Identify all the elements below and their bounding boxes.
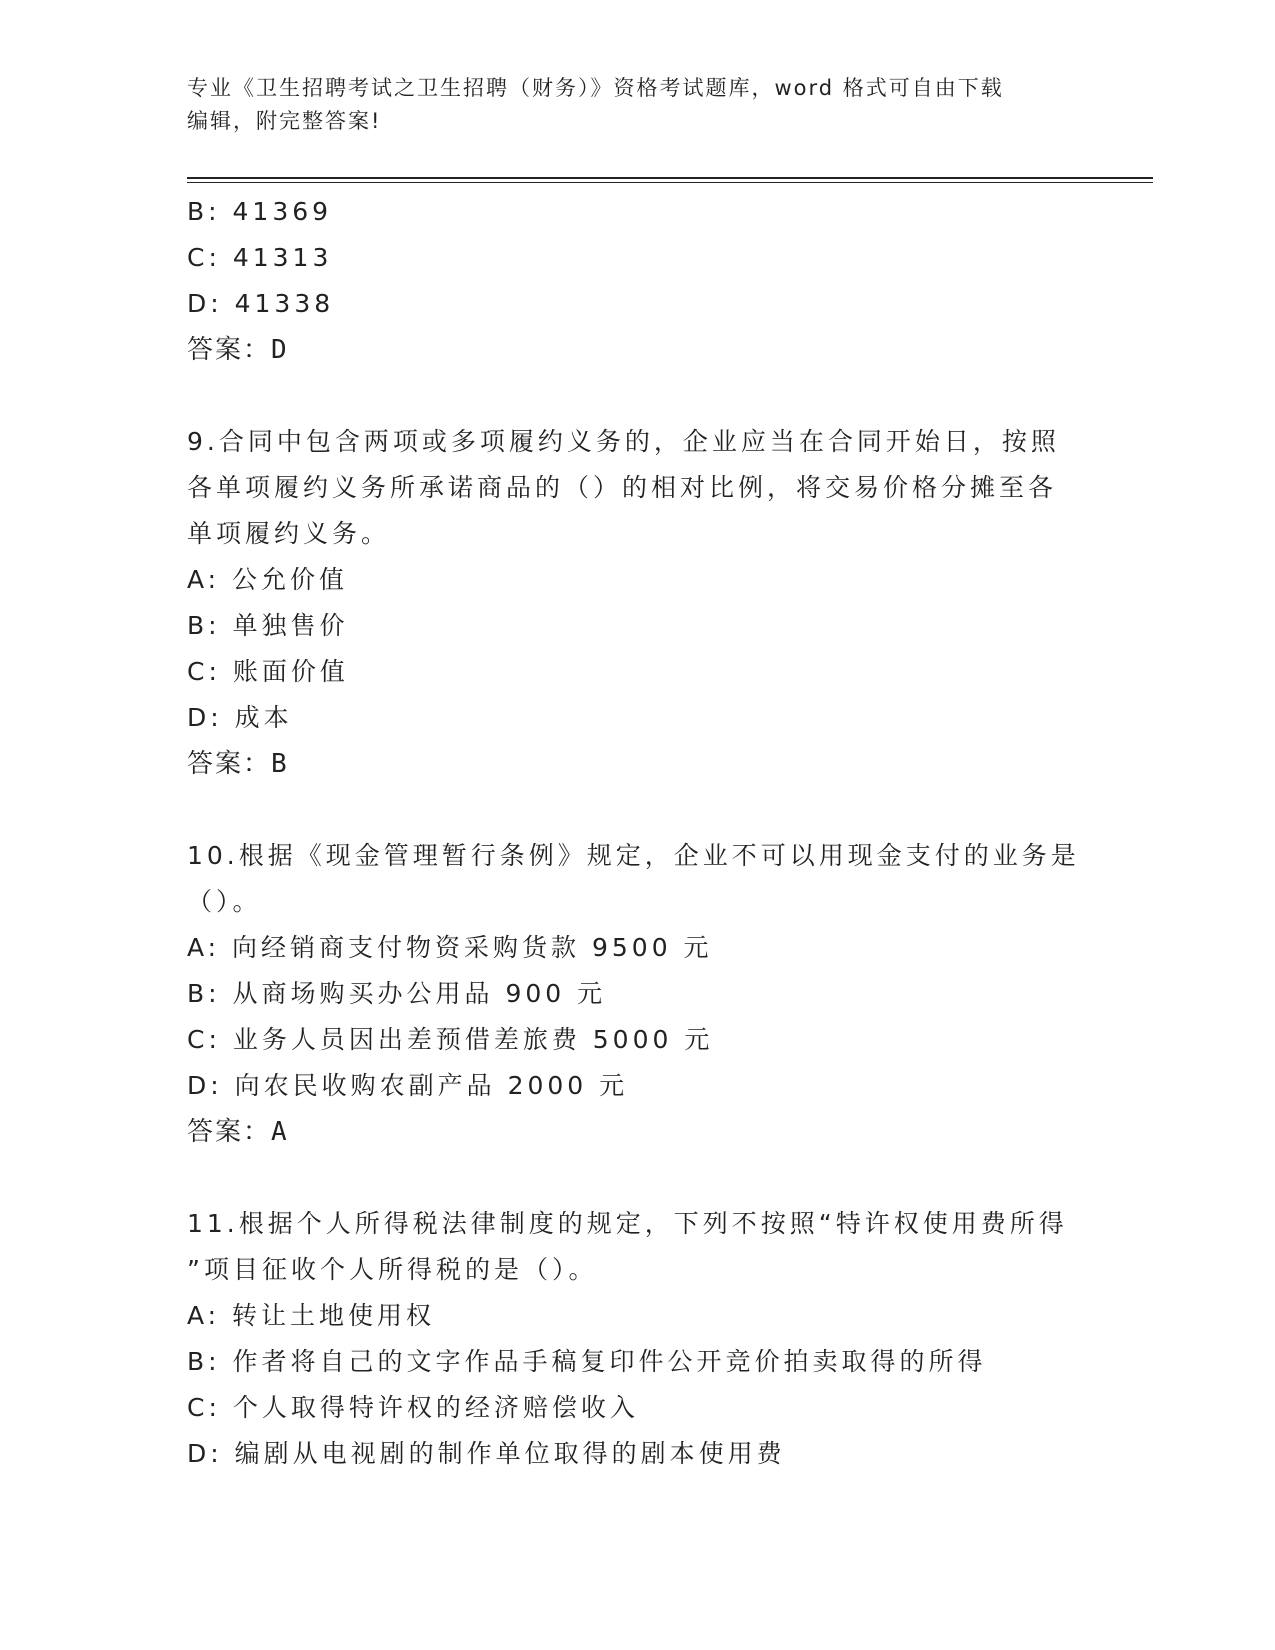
option-c: C: 账面价值: [187, 657, 349, 686]
question-content: [187, 189, 1087, 1477]
option-a: A: 转让土地使用权: [187, 1301, 436, 1330]
question-stem-line: （）。: [187, 887, 262, 916]
header-line-1: 专业《卫生招聘考试之卫生招聘（财务）》资格考试题库，word 格式可自由下载: [187, 76, 1004, 100]
answer-line: 答案：B: [187, 749, 289, 779]
question-stem-line: 11.根据个人所得税法律制度的规定，下列不按照“特许权使用费所得: [187, 1209, 1068, 1238]
option-b: B: 41369: [187, 197, 333, 226]
option-a: A: 公允价值: [187, 565, 349, 594]
answer-line: 答案：A: [187, 1117, 289, 1147]
page-header: [187, 72, 1067, 138]
question-9: [187, 419, 1087, 787]
header-divider-thin: [187, 182, 1153, 183]
option-c: C: 41313: [187, 243, 333, 272]
question-stem-line: ”项目征收个人所得税的是（）。: [187, 1255, 598, 1284]
question-stem-line: 9.合同中包含两项或多项履约义务的，企业应当在合同开始日，按照: [187, 427, 1060, 456]
answer-line: 答案：D: [187, 335, 289, 365]
question-fragment: [187, 189, 1087, 373]
header-divider-thick: [187, 177, 1153, 179]
option-b: B: 作者将自己的文字作品手稿复印件公开竞价拍卖取得的所得: [187, 1347, 987, 1376]
question-10: [187, 833, 1087, 1155]
option-d: D: 向农民收购农副产品 2000 元: [187, 1071, 629, 1100]
question-stem-line: 10.根据《现金管理暂行条例》规定，企业不可以用现金支付的业务是: [187, 841, 1080, 870]
question-stem-line: 单项履约义务。: [187, 519, 391, 548]
question-11: [187, 1201, 1087, 1477]
option-c: C: 业务人员因出差预借差旅费 5000 元: [187, 1025, 714, 1054]
option-b: B: 从商场购买办公用品 900 元: [187, 979, 607, 1008]
option-d: D: 编剧从电视剧的制作单位取得的剧本使用费: [187, 1439, 786, 1468]
option-a: A: 向经销商支付物资采购货款 9500 元: [187, 933, 713, 962]
header-line-2: 编辑，附完整答案!: [187, 109, 382, 133]
option-c: C: 个人取得特许权的经济赔偿收入: [187, 1393, 639, 1422]
question-stem-line: 各单项履约义务所承诺商品的（）的相对比例，将交易价格分摊至各: [187, 473, 1058, 502]
option-b: B: 单独售价: [187, 611, 349, 640]
option-d: D: 成本: [187, 703, 293, 732]
option-d: D: 41338: [187, 289, 335, 318]
